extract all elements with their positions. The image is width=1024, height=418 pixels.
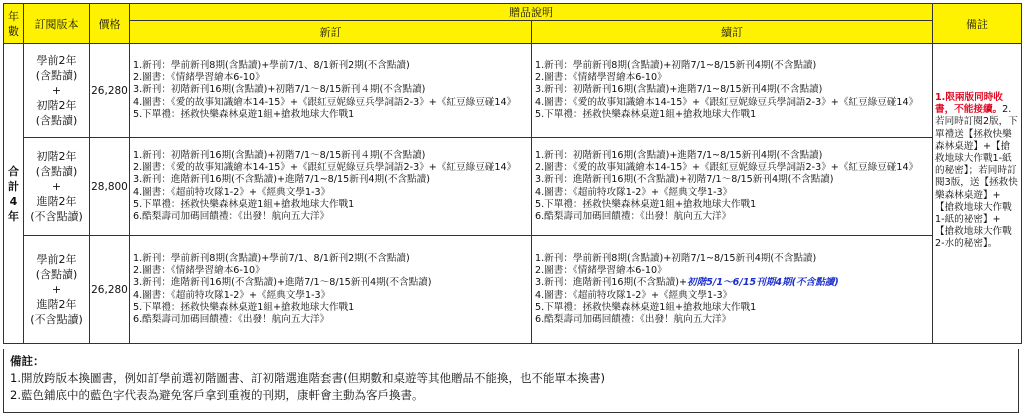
header-year: [4, 4, 24, 44]
renew-gift-cell: [532, 138, 933, 236]
notes-line: 1.開放跨版本換圖書，例如訂學前選初階圖書、訂初階選進階套書(但期數和桌遊等其他贈品不能換，也不能單本換書): [10, 371, 605, 385]
gift-line: 2.圖書：《情緒學習繪本6-10》: [133, 265, 265, 277]
gift-line: 1.新刊：學前新刊8期(含點讀)+學前7/1、8/1新刊2期(不含點讀): [133, 253, 410, 265]
header-price: 價格: [90, 4, 130, 44]
gift-line: 6.酷梨壽司加碼回饋禮：《出發！航向五大洋》: [133, 313, 330, 325]
summary-label: 合 計 4 年: [8, 164, 19, 223]
subscription-table: [3, 3, 1022, 344]
notes-title: 備註：: [10, 354, 45, 368]
new-gift-cell: [130, 44, 532, 138]
gift-line: 4.圖書：《超前特攻隊1-2》+《經典文學1-3》: [133, 186, 331, 198]
gift-line: 1.新刊：學前新刊8期(含點讀)+初階7/1~8/15新刊4期(不含點讀): [535, 60, 817, 72]
version-label: 學前2年 (含點讀) + 初階2年 (含點讀): [35, 54, 78, 127]
header-renew: 續訂: [532, 21, 933, 44]
gift-line: 5.下單禮：拯救快樂森林桌遊1組+搶救地球大作戰1: [133, 108, 355, 120]
price-cell: 26,280: [90, 44, 130, 138]
summary-cell: [4, 44, 24, 344]
version-label: 學前2年 (含點讀) + 進階2年 (不含點讀): [30, 253, 83, 326]
blue-highlight-text: 初階5/1～6/15刊期4期(不含點讀): [687, 277, 839, 289]
gift-line: 2.圖書：《情緒學習繪本6-10》: [133, 72, 265, 84]
gift-line: 3.新刊：初階新刊16期(含點讀)+初階7/1～8/15新刊４期(不含點讀): [133, 84, 426, 96]
table-row: [4, 44, 1022, 138]
header-remarks: 備註: [933, 4, 1022, 44]
gift-line: 1.新刊：學前新刊8期(含點讀)+學前7/1、8/1新刊2期(不含點讀): [133, 60, 410, 72]
gift-line: [535, 277, 929, 289]
gift-line: 2.圖書：《愛的故事知識繪本14-15》+《跟紅豆妮綠豆兵學詞語2-3》+《紅豆綠豆碰14》: [535, 162, 919, 174]
header-new-sub: 新訂: [130, 21, 532, 44]
gift-line: 2.圖書：《情緒學習繪本6-10》: [535, 265, 667, 277]
version-cell: [24, 44, 90, 138]
gift-line: 3.新刊：初階新刊16期(含點讀)+進階7/1~8/15新刊4期(不含點讀): [535, 84, 823, 96]
gift-line: 2.圖書：《愛的故事知識繪本14-15》+《跟紅豆妮綠豆兵學詞語2-3》+《紅豆綠豆碰14》: [133, 162, 517, 174]
gift-line: 6.酷梨壽司加碼回饋禮：《出發！航向五大洋》: [535, 313, 732, 325]
gift-line: 5.下單禮：拯救快樂森林桌遊1組+搶救地球大作戰1: [133, 198, 355, 210]
gift-line: 1.新刊：初階新刊16期(含點讀)+進階7/1~8/15新刊4期(不含點讀): [535, 150, 823, 162]
gift-line: 4.圖書：《愛的故事知識繪本14-15》+《跟紅豆妮綠豆兵學詞語2-3》+《紅豆綠豆碰14》: [535, 96, 919, 108]
new-gift-cell: [130, 236, 532, 344]
price-cell: 28,800: [90, 138, 130, 236]
renew-gift-cell: [532, 44, 933, 138]
gift-line: 1.新刊：學前新刊8期(含點讀)+初階7/1~8/15新刊4期(不含點讀): [535, 253, 817, 265]
gift-line: 4.圖書：《超前特攻隊1-2》+《經典文學1-3》: [535, 289, 733, 301]
notes-line: 2.藍色鋪底中的藍色字代表為避免客戶拿到重複的刊期，康軒會主動為客戶換書。: [10, 388, 424, 402]
version-cell: [24, 236, 90, 344]
remark-red-text: 1.限兩版同時收書，不能接續。: [935, 92, 1003, 116]
gift-line: 4.圖書：《超前特攻隊1-2》+《經典文學1-3》: [133, 289, 331, 301]
notes-section: [3, 349, 1019, 413]
renew-gift-cell: [532, 236, 933, 344]
version-label: 初階2年 (含點讀) + 進階2年 (不含點讀): [30, 150, 83, 223]
table-row: [4, 138, 1022, 236]
gift-line: 6.酷梨壽司加碼回饋禮：《出發！航向五大洋》: [133, 210, 330, 222]
gift-line: 5.下單禮：拯救快樂森林桌遊1組+搶救地球大作戰1: [133, 301, 355, 313]
version-cell: [24, 138, 90, 236]
price-cell: 26,280: [90, 236, 130, 344]
header-gift-title: 贈品說明: [130, 4, 933, 21]
header-version: 訂閱版本: [24, 4, 90, 44]
remarks-cell: [933, 44, 1022, 344]
gift-line-text: 3.新刊：進階新刊16期(不含點讀)+: [535, 277, 688, 289]
gift-line: 2.圖書：《情緒學習繪本6-10》: [535, 72, 667, 84]
gift-line: 3.新刊：進階新刊16期(不含點讀)+進階7/1～8/15新刊4期(不含點讀): [133, 277, 432, 289]
gift-line: 5.下單禮：拯救快樂森林桌遊1組+搶救地球大作戰1: [535, 198, 757, 210]
gift-line: 3.新刊：進階新刊16期(不含點讀)+進階7/1~8/15新刊4期(不含點讀): [133, 174, 430, 186]
new-gift-cell: [130, 138, 532, 236]
table-row: [4, 236, 1022, 344]
gift-line: 1.新刊：初階新刊16期(含點讀)+初階7/1～8/15新刊４期(不含點讀): [133, 150, 426, 162]
gift-line: 4.圖書：《愛的故事知識繪本14-15》+《跟紅豆妮綠豆兵學詞語2-3》+《紅豆綠豆碰14》: [133, 96, 517, 108]
header-year-label: 年 數: [8, 9, 19, 38]
gift-line: 3.新刊：進階新刊16期(不含點讀)+初階7/1～8/15新刊4期(不含點讀): [535, 174, 834, 186]
gift-line: 4.圖書：《超前特攻隊1-2》+《經典文學1-3》: [535, 186, 733, 198]
gift-line: 6.酷梨壽司加碼回饋禮：《出發！航向五大洋》: [535, 210, 732, 222]
remark-text: 2.若同時訂閱2版，下單禮送【拯救快樂森林桌遊】+【搶救地球大作戰1-紙的秘密】；若同時訂閱3版，送【拯救快樂森林桌遊】+【搶救地球大作戰1-紙的祕密】+【搶救地球大作戰2-水的秘密】。: [935, 104, 1018, 250]
gift-line: 5.下單禮：拯救快樂森林桌遊1組+搶救地球大作戰1: [535, 301, 757, 313]
gift-line: 5.下單禮：拯救快樂森林桌遊1組+搶救地球大作戰1: [535, 108, 757, 120]
